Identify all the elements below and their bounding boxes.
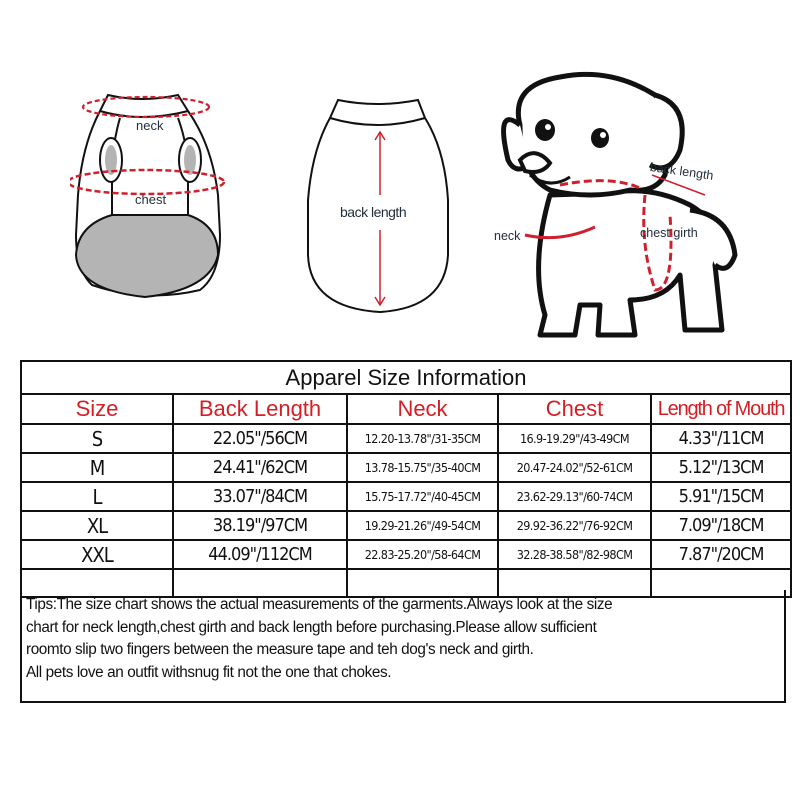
tips-line: chart for neck length,chest girth and back length before purchasing.Please allow sufficient bbox=[26, 618, 597, 636]
dog-illustration bbox=[490, 65, 740, 350]
back-length-cell: 33.07"/84CM bbox=[173, 482, 347, 511]
mouth-length-cell: 7.09"/18CM bbox=[651, 511, 791, 540]
header-length-of-mouth: Length of Mouth bbox=[651, 394, 791, 424]
neck-cell: 19.29-21.26"/49-54CM bbox=[347, 511, 498, 540]
chest-cell: 20.47-24.02"/52-61CM bbox=[498, 453, 651, 482]
header-neck: Neck bbox=[347, 394, 498, 424]
table-header-row bbox=[21, 394, 791, 424]
front-neck-label: neck bbox=[136, 118, 164, 133]
mouth-length-cell: 5.91"/15CM bbox=[651, 482, 791, 511]
table-row bbox=[21, 511, 791, 540]
mouth-length-cell: 5.12"/13CM bbox=[651, 453, 791, 482]
table-title: Apparel Size Information bbox=[21, 361, 791, 394]
dog-back-length-label: back length bbox=[649, 160, 715, 183]
size-cell: XXL bbox=[21, 540, 173, 569]
header-size: Size bbox=[21, 394, 173, 424]
size-cell: S bbox=[21, 424, 173, 453]
size-cell: XL bbox=[21, 511, 173, 540]
back-length-label: back length bbox=[340, 204, 407, 220]
back-length-cell: 22.05"/56CM bbox=[173, 424, 347, 453]
mouth-length-cell: 4.33"/11CM bbox=[651, 424, 791, 453]
dog-chest-girth-label: chest girth bbox=[640, 226, 698, 240]
neck-cell: 15.75-17.72"/40-45CM bbox=[347, 482, 498, 511]
back-length-cell: 38.19"/97CM bbox=[173, 511, 347, 540]
table-row bbox=[21, 540, 791, 569]
mouth-length-cell: 7.87"/20CM bbox=[651, 540, 791, 569]
table-row bbox=[21, 424, 791, 453]
size-cell: L bbox=[21, 482, 173, 511]
size-cell: M bbox=[21, 453, 173, 482]
header-chest: Chest bbox=[498, 394, 651, 424]
neck-cell: 13.78-15.75"/35-40CM bbox=[347, 453, 498, 482]
back-length-cell: 24.41"/62CM bbox=[173, 453, 347, 482]
chest-cell: 16.9-19.29"/43-49CM bbox=[498, 424, 651, 453]
chest-cell: 29.92-36.22"/76-92CM bbox=[498, 511, 651, 540]
table-row bbox=[21, 453, 791, 482]
neck-cell: 12.20-13.78"/31-35CM bbox=[347, 424, 498, 453]
front-chest-label: chest bbox=[135, 192, 167, 207]
size-table bbox=[20, 360, 792, 598]
tips-line: roomto slip two fingers between the measure tape and teh dog's neck and girth. bbox=[26, 641, 534, 658]
tips-box bbox=[20, 590, 786, 703]
chest-cell: 23.62-29.13"/60-74CM bbox=[498, 482, 651, 511]
tips-line: Tips:The size chart shows the actual measurements of the garments.Always look at the size bbox=[26, 596, 613, 613]
dog-neck-label: neck bbox=[494, 229, 521, 243]
chest-cell: 32.28-38.58"/82-98CM bbox=[498, 540, 651, 569]
header-back-length: Back Length bbox=[173, 394, 347, 424]
table-row bbox=[21, 482, 791, 511]
back-length-cell: 44.09"/112CM bbox=[173, 540, 347, 569]
neck-cell: 22.83-25.20"/58-64CM bbox=[347, 540, 498, 569]
tips-line: All pets love an outfit withsnug fit not the one that chokes. bbox=[26, 663, 392, 681]
